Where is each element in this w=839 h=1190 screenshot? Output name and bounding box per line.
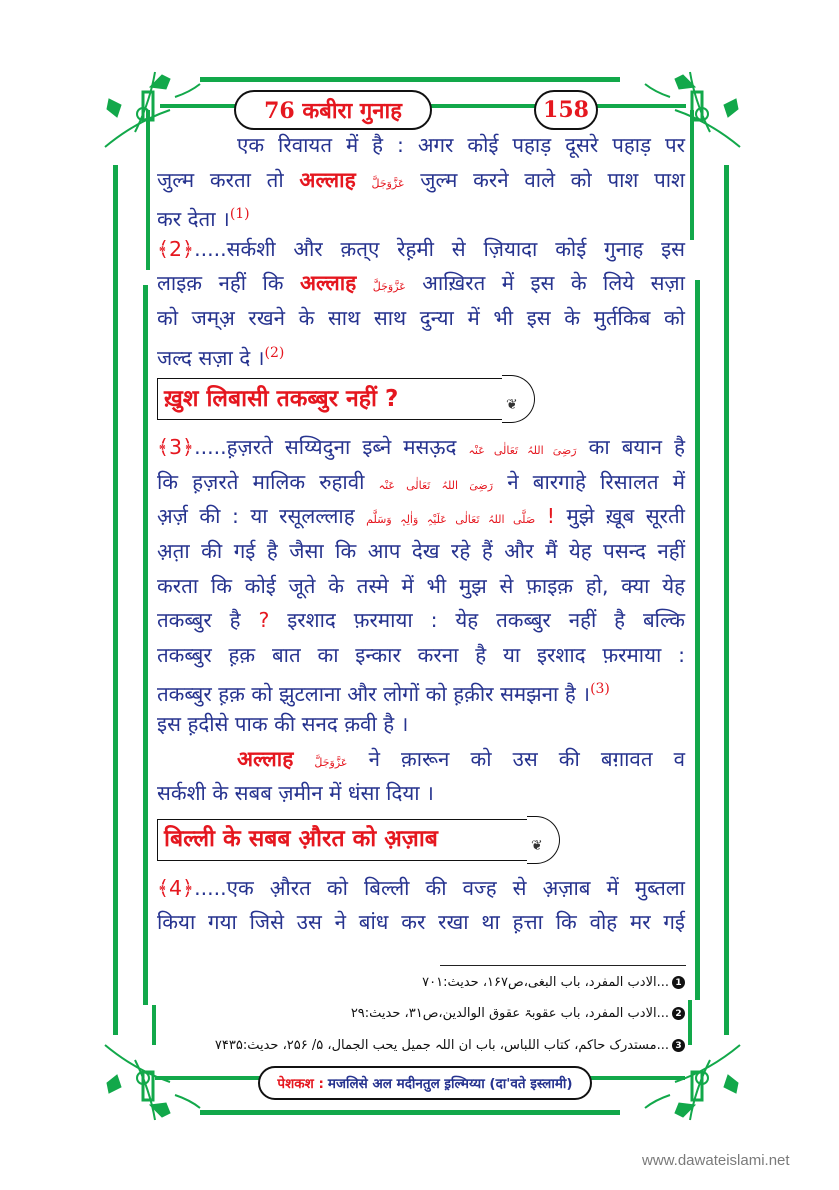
text-span: .....सर्कशी और क़त्ए रेह़मी से ज़ियादा कोई गुनाह इस — [194, 236, 685, 261]
text-line — [157, 707, 685, 742]
heading-frame — [157, 819, 535, 861]
arabic-honorific: رَضِیَ اللہُ تَعَالٰی عَنْہ — [468, 444, 577, 458]
heading-frame — [157, 378, 510, 420]
text-line — [157, 232, 685, 267]
arabic-honorific: عَزَّوَجَلَّ — [372, 280, 406, 294]
ornament-glyph-icon: ❦ — [506, 397, 518, 414]
exclamation-mark: ! — [546, 504, 555, 529]
book-title: 76 कबीरा गुनाह — [264, 98, 402, 124]
floral-corner-ornament-bottom-right — [640, 1020, 750, 1130]
text-line — [157, 336, 685, 371]
page-body — [157, 128, 685, 940]
text-span: करता कि कोई जूते के तस्मे में भी मुझ से फ़ाइक़ हो, क्या येह — [157, 573, 685, 598]
footnote-text: ...الادب المفرد، باب عقوبۃ عقوق الوالدین،ص۳۱، حدیث:۲۹ — [350, 1006, 669, 1021]
text-line — [157, 301, 685, 336]
text-span: इरशाद फ़रमाया : येह तकब्बुर नहीं है बल्कि — [287, 608, 685, 633]
section-heading-1 — [157, 378, 685, 424]
text-span: जुल्म करता तो — [157, 167, 284, 192]
frame-left-inner — [143, 285, 148, 1005]
text-span: तकब्बुर ह़क़ को झुटलाना और लोगों को ह़क़ीर समझना है । — [157, 682, 591, 707]
text-span: अ़त़ा की गई है जैसा कि आप देख रहे हैं और मैं येह पसन्द नहीं — [157, 538, 685, 563]
footnote-number: 2 — [672, 1007, 685, 1020]
arabic-honorific: عَزَّوَجَلَّ — [371, 176, 405, 190]
section-heading-2 — [157, 819, 685, 865]
text-span: लाइक़ नहीं कि — [157, 271, 284, 296]
text-span: किया गया जिसे उस ने बांध कर रखा था ह़त्ता कि वोह मर गई — [157, 910, 685, 935]
presenter-text: मजलिसे अल मदीनतुल इ़ल्मिय्या (दा'वते इस्लामी) — [327, 1076, 573, 1092]
text-line — [157, 638, 685, 673]
question-mark: ? — [258, 608, 270, 633]
text-span: .....एक औ़रत को बिल्ली की वज्ह से अ़ज़ाब में मुब्तला — [194, 875, 685, 900]
text-line — [157, 197, 685, 232]
arabic-honorific: رَضِیَ اللہُ تَعَالٰی عَنْہ — [378, 478, 494, 492]
text-line — [157, 266, 685, 301]
frame-top-outer — [200, 77, 620, 82]
heading-scroll-cap-icon — [527, 816, 560, 864]
text-line — [157, 499, 685, 534]
footnote-text: ...الادب المفرد، باب البغی،ص۱۶۷، حدیث:۷۰۱ — [422, 975, 669, 990]
text-span: को जम्अ़ रखने के साथ साथ दुन्या में भी इस के मुर्तकिब को — [157, 305, 685, 330]
text-span: का बयान है — [588, 435, 685, 460]
text-span: कर देता । — [157, 207, 230, 232]
text-line — [157, 163, 685, 198]
heading-text: बिल्ली के सबब औ़रत को अ़ज़ाब — [164, 826, 438, 853]
text-span: तकब्बुर ह़क़ बात का इन्कार करना है या इरशाद फ़रमाया : — [157, 642, 685, 667]
text-line — [157, 128, 685, 163]
text-line — [157, 776, 685, 811]
heading-text: ख़ुश लिबासी तकब्बुर नहीं ? — [164, 385, 399, 412]
floral-corner-ornament-bottom-left — [95, 1020, 205, 1130]
text-span: एक रिवायत में है : अगर कोई पहाड़ दूसरे पहाड़ पर — [237, 133, 685, 157]
arabic-honorific: عَزَّوَجَلَّ — [314, 755, 348, 769]
paragraph-number-marker: ﴾4﴿ — [157, 875, 195, 900]
paragraph-number-marker: ﴾2﴿ — [157, 236, 195, 261]
footnote-item — [422, 975, 685, 990]
paragraph-number-marker: ﴾3﴿ — [157, 435, 195, 460]
frame-bottom-outer — [200, 1110, 620, 1115]
text-line — [157, 534, 685, 569]
page-number-pill — [534, 90, 598, 130]
text-span: कि ह़ज़रते मालिक रुहावी — [157, 469, 365, 494]
allah-calligraphy: अल्लाह — [299, 166, 356, 192]
page-number: 158 — [543, 97, 589, 123]
text-line — [157, 603, 685, 638]
text-line — [157, 672, 685, 707]
text-span: इस ह़दीसे पाक की सनद क़वी है । — [157, 711, 409, 736]
footnote-ref: (1) — [229, 206, 250, 223]
text-span: आख़िरत में इस के लिये सज़ा — [422, 271, 685, 296]
frame-right-inner — [695, 280, 700, 1000]
text-span: ने बारगाहे रिसालत में — [507, 469, 685, 494]
text-span: .....ह़ज़रते सय्यिदुना इब्ने मसऊ़द — [194, 435, 457, 460]
text-line — [157, 742, 685, 777]
footnote-number: 1 — [672, 976, 685, 989]
text-span: जुल्म करने वाले को पाश पाश — [420, 167, 685, 192]
footnote-text: ...مستدرک حاکم، کتاب اللباس، باب ان اللہ جمیل یحب الجمال، ۵/ ۲۵۶، حدیث:۷۴۳۵ — [214, 1038, 669, 1053]
text-line — [157, 905, 685, 940]
footnote-ref: (2) — [264, 344, 285, 361]
text-line — [157, 465, 685, 500]
heading-scroll-cap-icon — [502, 375, 535, 423]
footnote-item — [351, 1006, 685, 1021]
text-line — [157, 569, 685, 604]
presenter-label: पेशकश : — [277, 1076, 324, 1092]
frame-right-outer — [724, 165, 729, 1035]
text-line — [157, 871, 685, 906]
website-url[interactable]: www.dawateislami.net — [642, 1152, 790, 1169]
footnote-ref: (3) — [590, 681, 610, 698]
arabic-honorific: صَلَّی اللہُ تَعَالٰی عَلَیْہِ وَاٰلِہٖ وَسَلَّم — [366, 513, 536, 527]
footnote-separator — [440, 965, 686, 966]
text-line — [157, 430, 685, 465]
frame-top-inner-mid — [430, 104, 535, 108]
text-span: जल्द सज़ा दे । — [157, 345, 265, 370]
text-span: मुझे ख़ूब सूरती — [566, 504, 685, 529]
allah-calligraphy: अल्लाह — [299, 270, 357, 296]
footnote-item — [215, 1038, 685, 1053]
text-span: तकब्बुर है — [157, 608, 241, 633]
text-span: सर्कशी के सबब ज़मीन में धंसा दिया । — [157, 781, 434, 806]
presenter-pill — [258, 1066, 592, 1100]
footnote-number: 3 — [672, 1039, 685, 1052]
allah-calligraphy: अल्लाह — [237, 745, 294, 771]
text-span: अ़र्ज़ की : या रसूलल्लाह — [157, 504, 355, 529]
frame-left-outer — [113, 165, 118, 1035]
book-title-pill — [234, 90, 432, 130]
ornament-glyph-icon: ❦ — [531, 837, 543, 854]
text-span: ने क़ारून को उस की बग़ावत व — [368, 746, 685, 771]
